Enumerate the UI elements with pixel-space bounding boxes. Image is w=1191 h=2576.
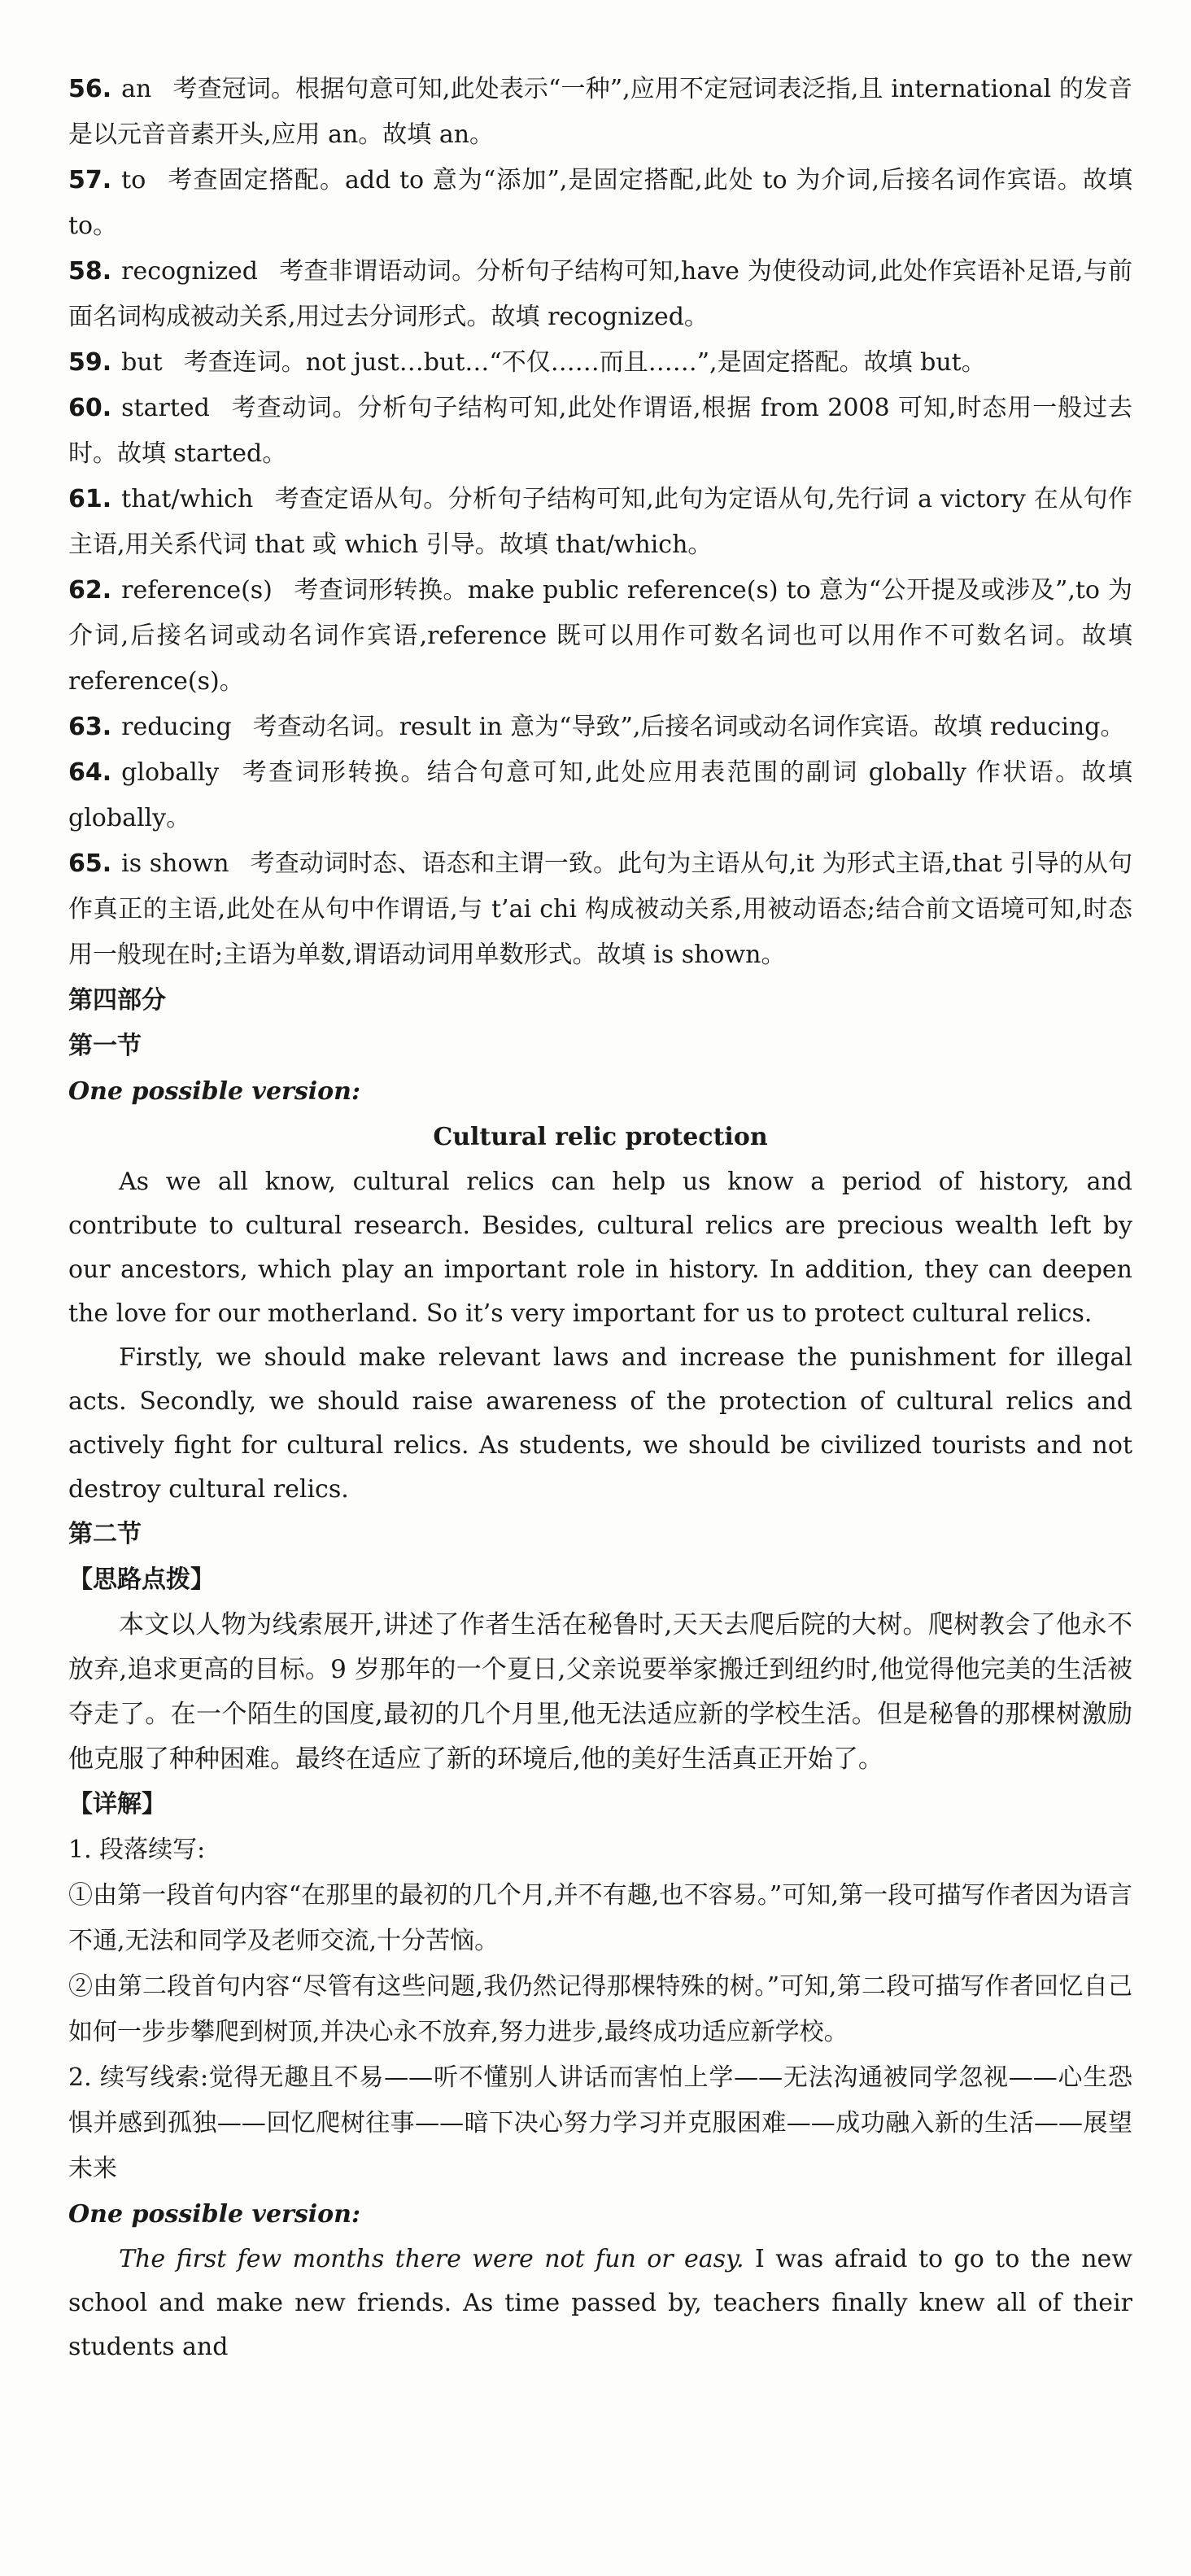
answer-word: to xyxy=(121,166,146,194)
answer-item xyxy=(68,386,1132,477)
answer-word: but xyxy=(121,348,163,377)
answer-item xyxy=(68,750,1132,841)
story-rest: I was afraid to go to the new school and make new friends. As time passed by, teachers finally knew all of their students and xyxy=(68,2245,1132,2361)
answer-item xyxy=(68,841,1132,978)
version-label: One possible version: xyxy=(68,1077,361,1106)
section-2-title: 第二节 xyxy=(68,1520,142,1548)
answer-word: reference(s) xyxy=(121,576,273,605)
detail-heading: 【详解】 xyxy=(68,1790,166,1818)
answer-number: 63. xyxy=(68,713,112,741)
detail-line: 2. 续写线索:觉得无趣且不易——听不懂别人讲话而害怕上学——无法沟通被同学忽视——心生恐惧并感到孤独——回忆爬树往事——暗下决心努力学习并克服困难——成功融入新的生活——展望未来 xyxy=(68,2063,1132,2183)
answer-item xyxy=(68,568,1132,705)
answer-number: 60. xyxy=(68,394,112,422)
answer-number: 58. xyxy=(68,257,112,286)
detail-line: ②由第二段首句内容“尽管有这些问题,我仍然记得那棵特殊的树。”可知,第二段可描写作者回忆自己如何一步步攀爬到树顶,并决心永不放弃,努力进步,最终成功适应新学校。 xyxy=(68,1972,1132,2046)
answer-item xyxy=(68,340,1132,386)
story-start: The first few months there were not fun or easy. xyxy=(119,2245,744,2273)
answer-explanation: 考查动词时态、语态和主谓一致。此句为主语从句,it 为形式主语,that 引导的从句作真正的主语,此处在从句中作谓语,与 t’ai chi 构成被动关系,用被动语态;结合前文语境可知,时态用一般现在时;主语为单数,谓语动词用单数形式。故填 is shown。 xyxy=(68,849,1132,969)
answer-explanation: 考查固定搭配。add to 意为“添加”,是固定搭配,此处 to 为介词,后接名词作宾语。故填 to。 xyxy=(68,166,1132,240)
part-title: 第四部分 xyxy=(68,986,166,1015)
answer-explanation: 考查动名词。result in 意为“导致”,后接名词或动名词作宾语。故填 reducing。 xyxy=(252,713,1125,741)
answer-word: that/which xyxy=(121,485,254,513)
section-1-title: 第一节 xyxy=(68,1032,142,1060)
essay-title: Cultural relic protection xyxy=(433,1123,768,1151)
answer-number: 57. xyxy=(68,166,112,194)
answer-explanation: 考查非谓语动词。分析句子结构可知,have 为使役动词,此处作宾语补足语,与前面名词构成被动关系,用过去分词形式。故填 recognized。 xyxy=(68,257,1132,331)
answer-item xyxy=(68,477,1132,568)
answer-explanation: 考查词形转换。结合句意可知,此处应用表范围的副词 globally 作状语。故填 globally。 xyxy=(68,758,1132,832)
answer-word: recognized xyxy=(121,257,258,286)
answer-number: 64. xyxy=(68,758,112,787)
version-label-2: One possible version: xyxy=(68,2200,361,2229)
answer-number: 56. xyxy=(68,75,112,103)
answer-item xyxy=(68,705,1132,750)
guide-heading: 【思路点拨】 xyxy=(68,1565,215,1594)
answer-explanation: 考查连词。not just…but…“不仅……而且……”,是固定搭配。故填 but。 xyxy=(183,348,986,377)
detail-line: ①由第一段首句内容“在那里的最初的几个月,并不有趣,也不容易。”可知,第一段可描写作者因为语言不通,无法和同学及老师交流,十分苦恼。 xyxy=(68,1881,1132,1955)
answer-number: 61. xyxy=(68,485,112,513)
answer-item xyxy=(68,67,1132,158)
answer-word: reducing xyxy=(121,713,232,741)
answer-item xyxy=(68,158,1132,249)
answer-explanation: 考查动词。分析句子结构可知,此处作谓语,根据 from 2008 可知,时态用一般过去时。故填 started。 xyxy=(68,394,1132,468)
essay-paragraph: As we all know, cultural relics can help us know a period of history, and contribute to cultural research. Besides, cultural relics are precious wealth left by our ancestors, which play an important role in history. In addition, they can deepen the love for our motherland. So it’s very important for us to protect cultural relics. xyxy=(68,1168,1132,1328)
answer-list xyxy=(68,67,1132,978)
answer-word: an xyxy=(121,75,152,103)
guide-text: 本文以人物为线索展开,讲述了作者生活在秘鲁时,天天去爬后院的大树。爬树教会了他永不放弃,追求更高的目标。9 岁那年的一个夏日,父亲说要举家搬迁到纽约时,他觉得他完美的生活被夺走了。在一个陌生的国度,最初的几个月里,他无法适应新的学校生活。但是秘鲁的那棵树激励他克服了种种困难。最终在适应了新的环境后,他的美好生活真正开始了。 xyxy=(68,1610,1132,1774)
story-paragraph xyxy=(68,2238,1132,2369)
answer-number: 65. xyxy=(68,849,112,878)
answer-number: 62. xyxy=(68,576,112,605)
answer-word: globally xyxy=(121,758,220,787)
answer-item xyxy=(68,249,1132,340)
answer-explanation: 考查词形转换。make public reference(s) to 意为“公开提及或涉及”,to 为介词,后接名词或动名词作宾语,reference 既可以用作可数名词也可以用作不可数名词。故填 reference(s)。 xyxy=(68,576,1132,696)
answer-explanation: 考查定语从句。分析句子结构可知,此句为定语从句,先行词 a victory 在从句作主语,用关系代词 that 或 which 引导。故填 that/which。 xyxy=(68,485,1132,559)
answer-word: is shown xyxy=(121,849,229,878)
answer-word: started xyxy=(121,394,210,422)
detail-line: 1. 段落续写: xyxy=(68,1836,206,1864)
answer-explanation: 考查冠词。根据句意可知,此处表示“一种”,应用不定冠词表泛指,且 international 的发音是以元音音素开头,应用 an。故填 an。 xyxy=(68,75,1132,149)
essay-paragraph: Firstly, we should make relevant laws and increase the punishment for illegal acts. Secondly, we should raise awareness of the protection of cultural relics and actively fight for cultural relics. As students, we should be civilized tourists and not destroy cultural relics. xyxy=(68,1343,1132,1504)
answer-number: 59. xyxy=(68,348,112,377)
